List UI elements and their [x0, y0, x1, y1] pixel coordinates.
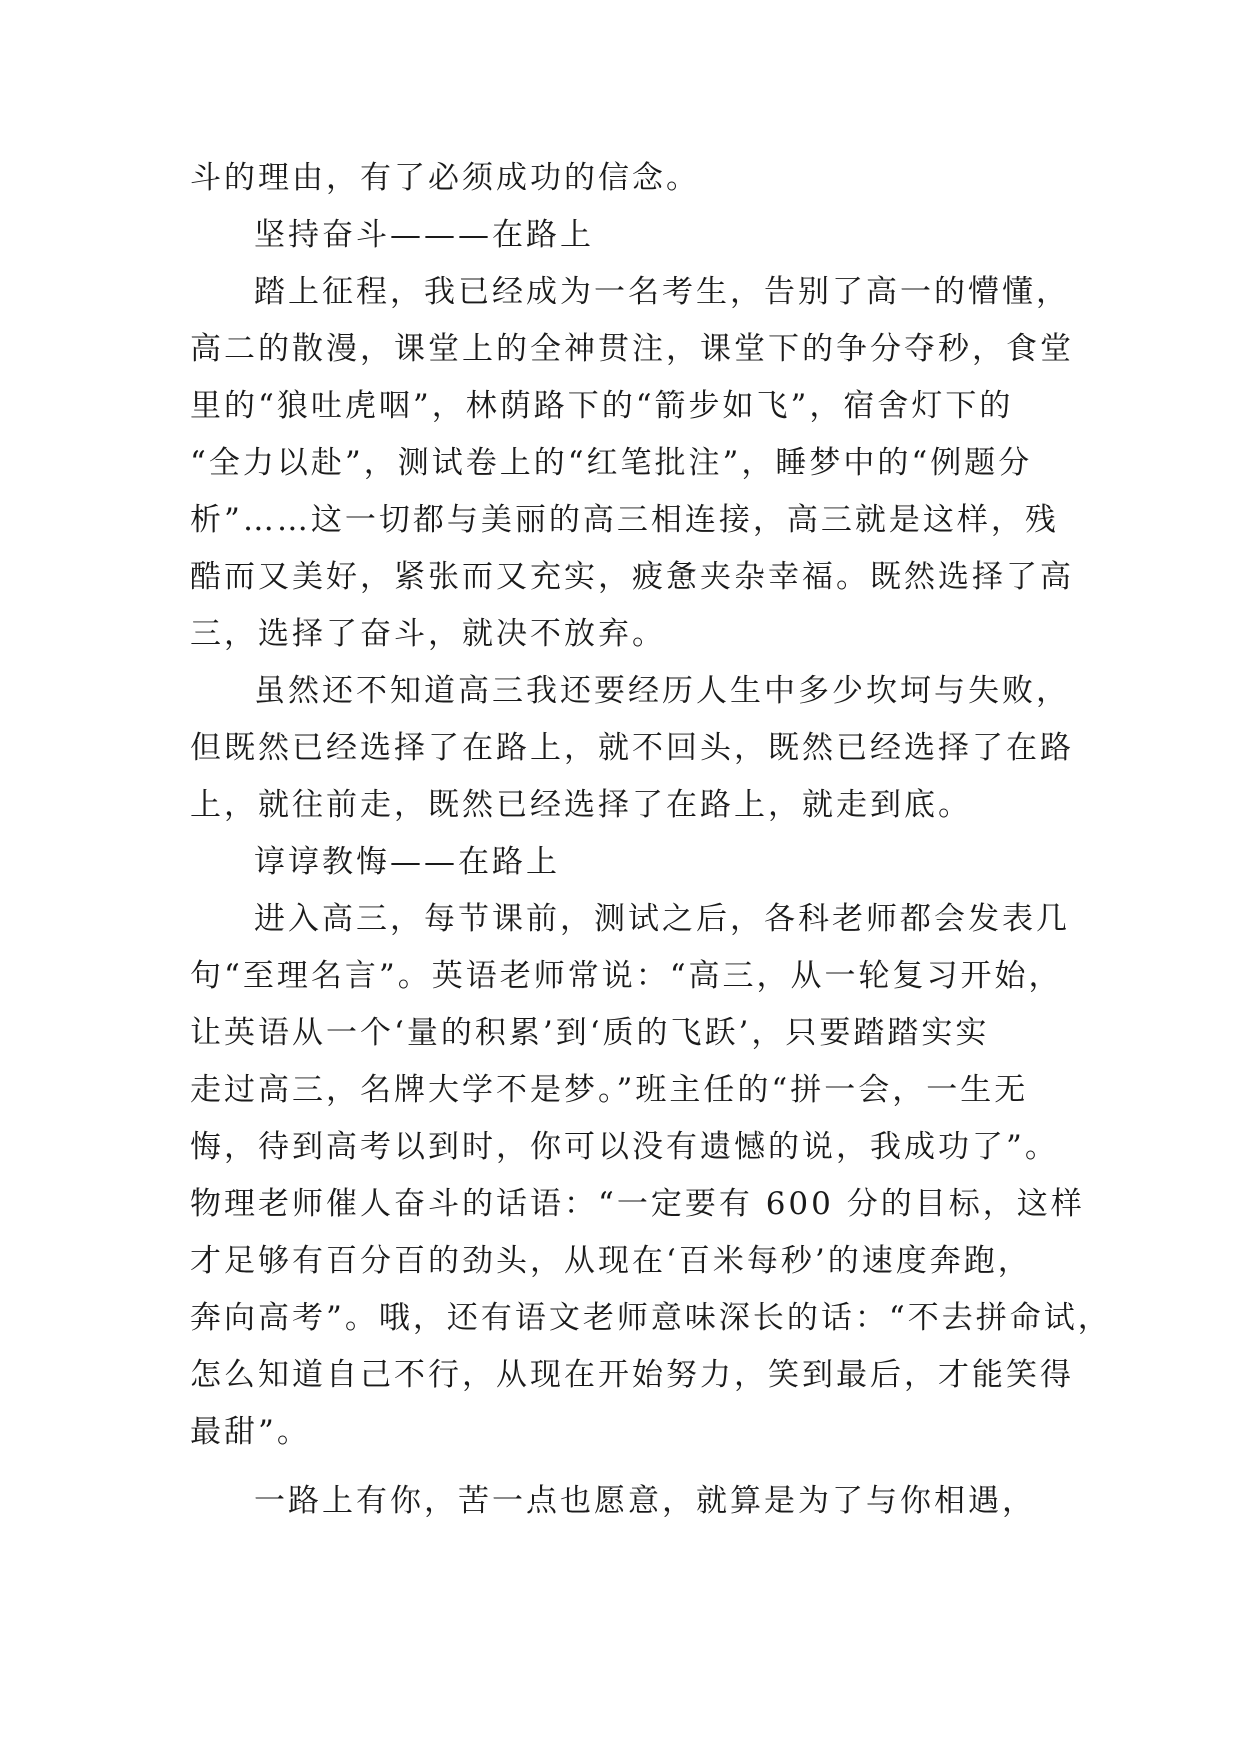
text-line: 最甜”。 — [190, 1414, 311, 1450]
text-line: 虽然还不知道高三我还要经历人生中多少坎坷与失败， — [254, 673, 1070, 709]
text-line: 进入高三，每节课前，测试之后，各科老师都会发表几 — [254, 901, 1070, 937]
text-line: 但既然已经选择了在路上，就不回头，既然已经选择了在路 — [190, 730, 1074, 766]
text-line: 踏上征程，我已经成为一名考生，告别了高一的懵懂， — [254, 274, 1070, 310]
text-line: 怎么知道自己不行，从现在开始努力，笑到最后，才能笑得 — [190, 1357, 1074, 1393]
text-line: 酷而又美好，紧张而又充实，疲惫夹杂幸福。既然选择了高 — [190, 559, 1074, 595]
section-heading: 坚持奋斗———在路上 — [254, 217, 594, 253]
body-text — [190, 150, 1112, 1530]
section-heading: 谆谆教悔——在路上 — [254, 844, 560, 880]
text-line: 才足够有百分百的劲头，从现在‘百米每秒’的速度奔跑， — [190, 1243, 1032, 1279]
text-line: 上，就往前走，既然已经选择了在路上，就走到底。 — [190, 787, 972, 823]
text-line: 奔向高考”。哦，还有语文老师意味深长的话：“不去拼命试， — [190, 1300, 1112, 1336]
text-line: 让英语从一个‘量的积累’到‘质的飞跃’，只要踏踏实实 — [190, 1015, 990, 1051]
paragraph-gap — [190, 1461, 1070, 1473]
text-line: 句“至理名言”。英语老师常说：“高三，从一轮复习开始， — [190, 958, 1063, 994]
text-line: 一路上有你，苦一点也愿意，就算是为了与你相遇， — [254, 1483, 1036, 1519]
text-line: 三，选择了奋斗，就决不放弃。 — [190, 616, 666, 652]
text-line: 物理老师催人奋斗的话语：“一定要有 600 分的目标，这样 — [190, 1186, 1085, 1222]
text-line: 里的“狼吐虎咽”，林荫路下的“箭步如飞”，宿舍灯下的 — [190, 388, 1014, 424]
text-line: 悔，待到高考以到时，你可以没有遗憾的说，我成功了”。 — [190, 1129, 1059, 1165]
text-line: 走过高三，名牌大学不是梦。”班主任的“拼一会，一生无 — [190, 1072, 1029, 1108]
text-line: 斗的理由，有了必须成功的信念。 — [190, 160, 700, 196]
text-line: 高二的散漫，课堂上的全神贯注，课堂下的争分夺秒，食堂 — [190, 331, 1074, 367]
text-line: 析”……这一切都与美丽的高三相连接，高三就是这样，残 — [190, 502, 1059, 538]
text-line: “全力以赴”，测试卷上的“红笔批注”，睡梦中的“例题分 — [190, 445, 1033, 481]
